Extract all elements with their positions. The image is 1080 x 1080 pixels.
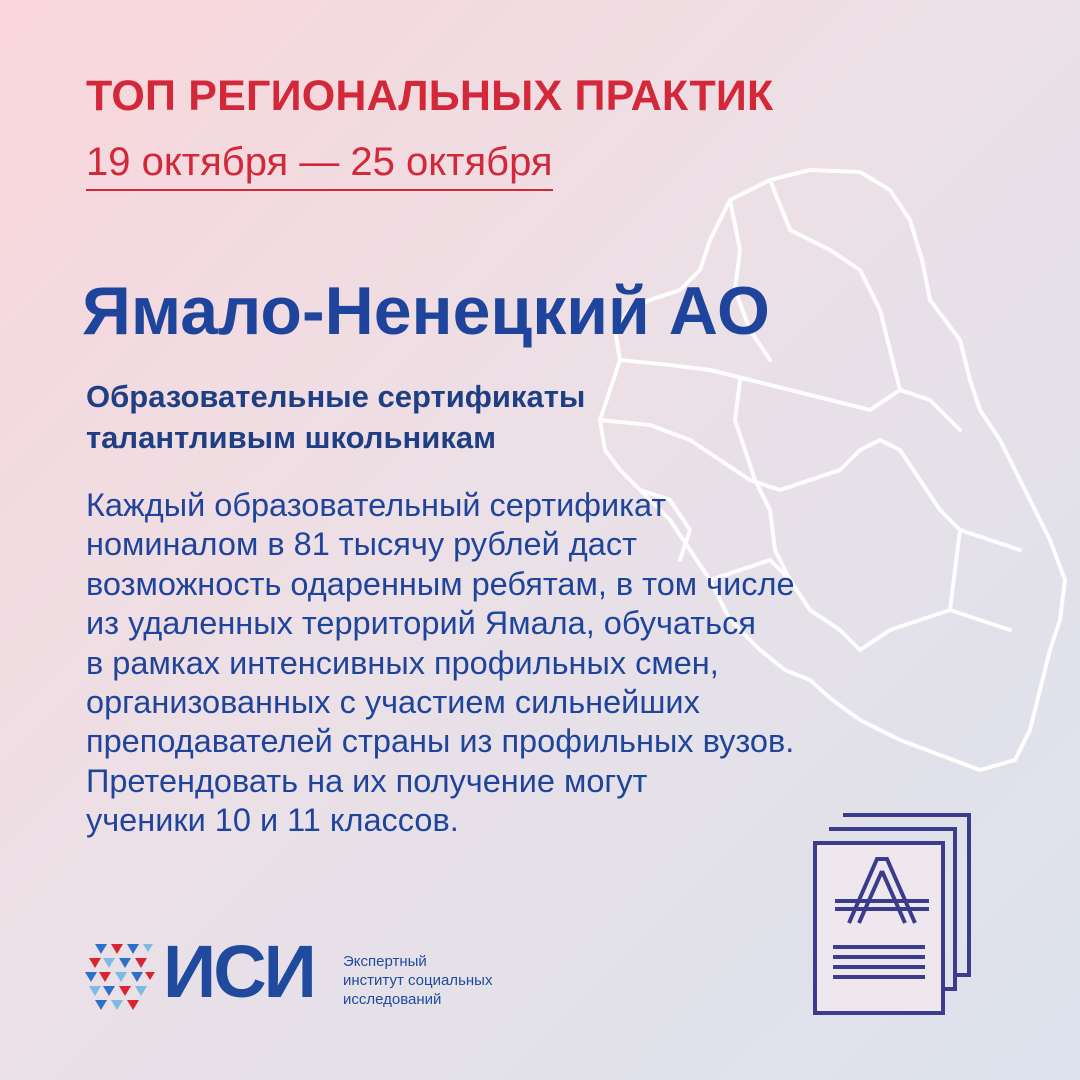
description-line: номиналом в 81 тысячу рублей даст — [86, 526, 637, 563]
logo-wordmark: ИСИ — [163, 930, 314, 1013]
logo-subtitle-line: исследований — [343, 991, 442, 1008]
logo-subtitle-line: Экспертный — [343, 953, 427, 970]
practice-title-line: Образовательные сертификаты — [86, 379, 586, 414]
description-line: возможность одаренным ребятам, в том числе — [86, 565, 795, 602]
description-line: в рамках интенсивных профильных смен, — [86, 644, 719, 681]
description-line: Каждый образовательный сертификат — [86, 487, 667, 523]
practice-description — [86, 486, 966, 841]
header-dates: 19 октября — 25 октября — [86, 140, 553, 191]
header-title: ТОП РЕГИОНАЛЬНЫХ ПРАКТИК — [86, 72, 774, 120]
description-line: ученики 10 и 11 классов. — [86, 802, 459, 839]
certificate-documents-icon — [805, 805, 985, 1025]
description-line: из удаленных территорий Ямала, обучаться — [86, 605, 756, 642]
description-line: Претендовать на их получение могут — [86, 762, 648, 799]
logo-subtitle-line: институт социальных — [343, 972, 493, 989]
region-title: Ямало-Ненецкий АО — [82, 273, 770, 349]
description-line: преподавателей страны из профильных вузов. — [86, 723, 795, 760]
logo-mark-icon — [85, 940, 155, 1012]
practice-title-line: талантливым школьникам — [86, 420, 497, 455]
description-line: организованных с участием сильнейших — [86, 684, 700, 721]
practice-title — [86, 376, 786, 458]
logo-subtitle — [343, 952, 583, 1009]
